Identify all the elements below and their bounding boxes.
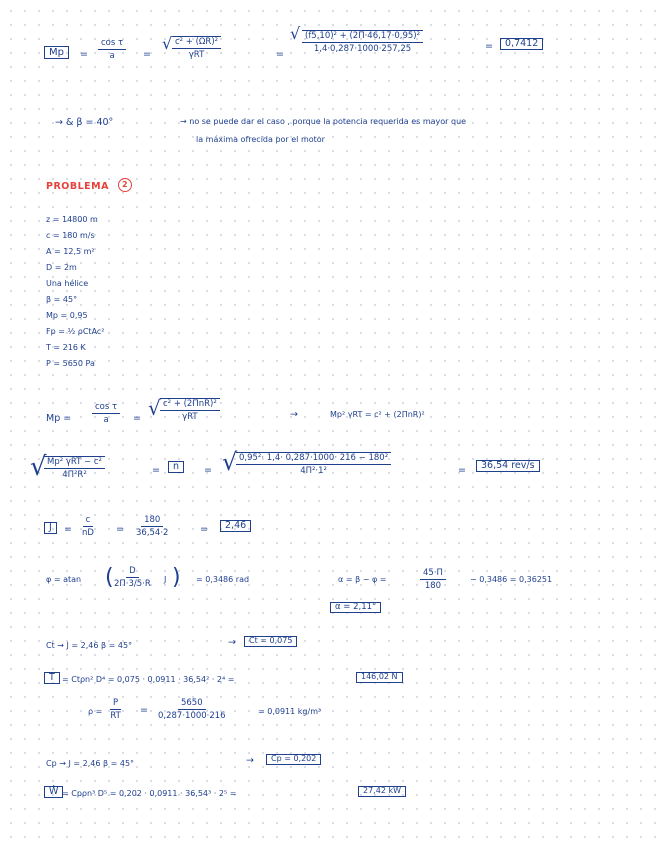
rho-fraction-2 <box>158 698 226 721</box>
mp-result: 0,7412 <box>500 38 543 50</box>
alpha-fraction <box>420 568 446 591</box>
fraction-denominator: 1,4·0,287·1000·257,25 <box>313 44 412 54</box>
header-fraction-3 <box>302 30 423 54</box>
j-eq-fraction <box>82 515 94 538</box>
fraction-numerator: 45·Π <box>420 568 446 580</box>
cp-label: Cp → J = 2,46 β = 45° <box>46 759 135 768</box>
data-item: z = 14800 m <box>46 215 98 224</box>
fraction-numerator: 180 <box>141 515 163 527</box>
rho-result: = 0,0911 kg/m³ <box>258 707 322 716</box>
data-item: Una hélice <box>46 279 89 288</box>
sqrt-symbol: √ <box>290 24 301 43</box>
fraction-denominator: RT <box>110 711 121 721</box>
header-fraction-1 <box>98 38 126 61</box>
data-item: T = 216 K <box>46 343 86 352</box>
data-item: c = 180 m/s <box>46 231 95 240</box>
mp-boxed-label: Mp <box>44 46 69 59</box>
n-eq-fraction <box>236 452 391 476</box>
fraction-denominator: a <box>109 51 115 61</box>
data-item: A = 12,5 m² <box>46 247 95 256</box>
fraction-numerator: c² + (2ΠnR)² <box>160 398 220 411</box>
t-expr: = Ctρn² D⁴ = 0,075 · 0,0911 · 36,54² · 2⁴ = <box>62 675 235 684</box>
ct-label: Ct → J = 2,46 β = 45° <box>46 641 133 650</box>
fraction-numerator: cos τ <box>98 38 126 50</box>
equals-sign: = <box>204 465 212 476</box>
fraction-denominator: γRT <box>188 50 205 60</box>
data-item: β = 45° <box>46 295 78 304</box>
equals-sign: = <box>133 413 141 424</box>
j-boxed-label: J <box>44 522 57 534</box>
phi-result: = 0,3486 rad <box>196 575 250 584</box>
mp-eq-rearranged: Mp² γRT = c² + (2ΠnR)² <box>330 410 425 419</box>
fraction-denominator: 180 <box>424 581 442 591</box>
equals-sign: = <box>152 465 160 476</box>
fraction-denominator: nD <box>82 528 94 538</box>
w-result: 27,42 kW <box>358 786 406 797</box>
n-boxed-label: n <box>168 461 184 473</box>
sqrt-symbol: √ <box>30 452 47 482</box>
equals-sign: = <box>116 524 124 535</box>
alpha-expr: α = β − φ = <box>338 575 387 584</box>
rho-lhs: ρ = <box>88 707 103 716</box>
alpha-result: α = 2,11° <box>330 602 381 613</box>
fraction-denominator: 36,54·2 <box>136 528 169 538</box>
fraction-numerator: Mp² γRT − c² <box>44 456 105 469</box>
fraction-numerator: c² + (ΩR)² <box>172 36 221 49</box>
arrow-icon: → <box>228 637 236 648</box>
equals-sign: = <box>276 49 284 60</box>
w-boxed-label: Ẇ <box>44 786 63 798</box>
n-result: 36,54 rev/s <box>476 460 540 472</box>
fraction-denominator: 4Π²·1² <box>300 466 327 476</box>
phi-eq-lhs: φ = atan <box>46 575 82 584</box>
fraction-denominator: γRT <box>182 412 198 422</box>
paren-close: ) <box>172 565 181 590</box>
fraction-numerator: c <box>83 515 94 527</box>
fraction-numerator: P <box>110 698 121 710</box>
sqrt-symbol: √ <box>162 34 173 53</box>
equals-sign: = <box>80 49 88 60</box>
note-prefix: → & β = 40° <box>55 117 114 128</box>
phi-eq-inner-j: J <box>164 575 167 584</box>
equals-sign: = <box>458 465 466 476</box>
t-boxed-label: T <box>44 672 60 684</box>
problem-number: 2 <box>118 178 132 192</box>
data-item: D = 2m <box>46 263 77 272</box>
problem-title: PROBLEMA <box>46 181 109 192</box>
n-eq-sqrt-fraction <box>44 456 105 480</box>
equals-sign: = <box>485 41 493 52</box>
fraction-numerator: D <box>126 566 139 578</box>
fraction-denominator: 2Π·3/5·R <box>114 579 151 589</box>
fraction-numerator: (f5,10)² + (2Π·46,17·0,95)² <box>302 30 423 43</box>
cp-result: Cp = 0,202 <box>266 754 321 765</box>
sqrt-symbol: √ <box>148 396 161 420</box>
arrow-icon: → <box>246 755 254 766</box>
ct-result: Ct = 0,075 <box>244 636 297 647</box>
fraction-denominator: 0,287·1000·216 <box>158 711 226 721</box>
equals-sign: = <box>64 524 72 535</box>
data-item: Fp = ½ ρCtAc² <box>46 327 105 336</box>
note-line-2: la máxima ofrecida por el motor <box>196 135 325 144</box>
j-eq-fraction-2 <box>136 515 168 538</box>
paren-open: ( <box>105 565 114 590</box>
mp-eq-sqrt-fraction <box>160 398 220 422</box>
equals-sign: = <box>200 524 208 535</box>
note-line-1: → no se puede dar el caso , porque la potencia requerida es mayor que <box>180 117 467 126</box>
w-expr: = Cpρn³ D⁵ = 0,202 · 0,0911 · 36,54³ · 2⁵ = <box>62 789 237 798</box>
mp-eq-fraction <box>92 402 120 425</box>
t-result: 146,02 N <box>356 672 403 683</box>
phi-eq-inner-fraction <box>114 566 151 589</box>
arrow-icon: → <box>290 409 298 420</box>
rho-fraction <box>110 698 121 721</box>
fraction-denominator: a <box>103 415 109 425</box>
equals-sign: = <box>140 705 148 716</box>
data-item: P = 5650 Pa <box>46 359 95 368</box>
fraction-numerator: 5650 <box>178 698 206 710</box>
equals-sign: = <box>143 49 151 60</box>
fraction-numerator: cos τ <box>92 402 120 414</box>
header-fraction-2 <box>172 36 221 60</box>
j-result: 2,46 <box>220 520 251 532</box>
mp-eq-lhs: Mp = <box>46 413 72 424</box>
fraction-numerator: 0,95²· 1,4· 0,287·1000· 216 − 180² <box>236 452 391 465</box>
data-item: Mp = 0,95 <box>46 311 88 320</box>
sqrt-symbol: √ <box>222 448 238 476</box>
alpha-rest: − 0,3486 = 0,36251 <box>470 575 553 584</box>
fraction-denominator: 4Π²R² <box>62 470 87 480</box>
